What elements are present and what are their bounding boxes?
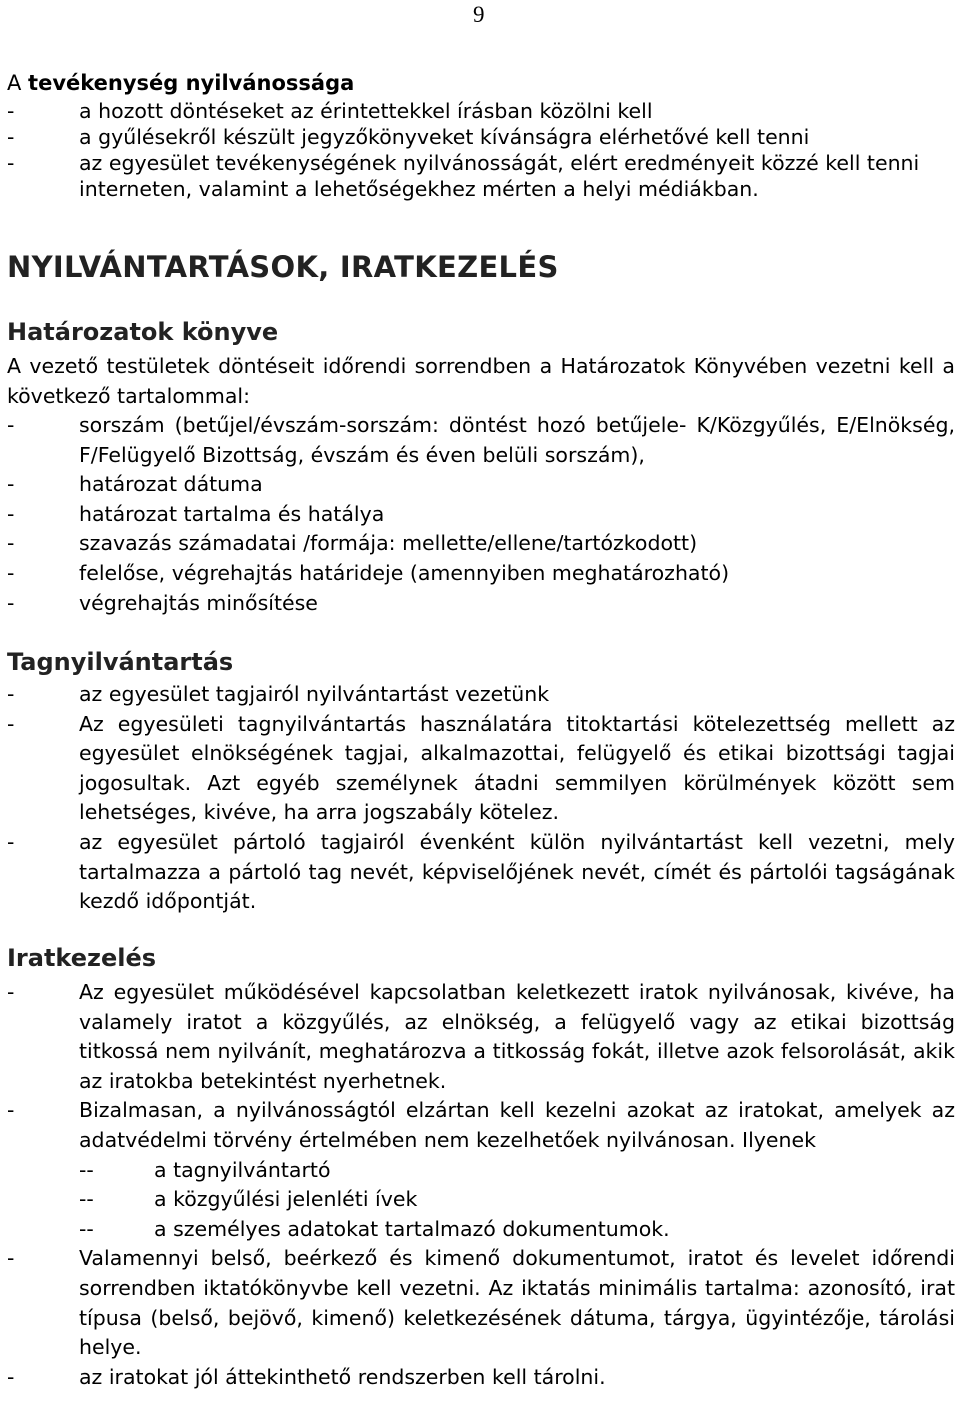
- list-item: [7, 710, 955, 828]
- section-title: NYILVÁNTARTÁSOK, IRATKEZELÉS: [7, 250, 559, 284]
- list-item: [7, 1096, 955, 1244]
- membership-heading: Tagnyilvántartás: [7, 648, 234, 676]
- list-item-text: szavazás számadatai /formája: mellette/ellene/tartózkodott): [79, 531, 698, 556]
- records-list: [7, 978, 955, 1392]
- list-item-text: Az egyesület működésével kapcsolatban keletkezett iratok nyilvánosak, kivéve, ha valamely iratot a közgyűlés, az elnökség, a felügyelő vagy az etikai bizottság titkossá nem nyilvánít, meghatározva a titkosság fokát, illetve azok felsorolását, akik az iratokba betekintést nyerhetnek.: [79, 980, 955, 1093]
- dash-marker: -: [7, 1364, 15, 1389]
- dash-marker: -: [7, 1098, 15, 1123]
- list-item-text: végrehajtás minősítése: [79, 590, 318, 615]
- list-item: [7, 411, 955, 470]
- dash-marker: -: [7, 829, 15, 854]
- list-item: [7, 1244, 955, 1362]
- list-item: [7, 470, 955, 500]
- list-item-text: a hozott döntéseket az érintettekkel írásban közölni kell: [79, 99, 653, 123]
- resolutions-list: [7, 411, 955, 618]
- resolutions-intro: A vezető testületek döntéseit időrendi sorrendben a Határozatok Könyvében vezetni kell a következő tartalommal:: [7, 354, 955, 408]
- sub-list-item: [79, 1156, 955, 1186]
- dash-marker: -: [7, 472, 15, 497]
- records-section: [7, 944, 955, 1392]
- list-item-text: határozat tartalma és hatálya: [79, 501, 385, 526]
- resolutions-heading: Határozatok könyve: [7, 318, 279, 346]
- list-item-text: a gyűlésekről készült jegyzőkönyveket kívánságra elérhetővé kell tenni: [79, 125, 810, 149]
- dash-marker: -: [7, 125, 15, 149]
- list-item: [7, 680, 955, 710]
- list-item-text: az egyesület tagjairól nyilvántartást vezetünk: [79, 682, 550, 706]
- dash-marker: -: [7, 980, 15, 1004]
- membership-section: [7, 648, 955, 917]
- sub-list-item-text: a közgyűlési jelenléti ívek: [154, 1187, 418, 1212]
- list-item: [7, 589, 955, 619]
- page-number: 9: [473, 2, 485, 27]
- list-item: [7, 828, 955, 917]
- sub-list-item: [79, 1215, 955, 1245]
- list-item: [7, 559, 955, 589]
- list-item-text: határozat dátuma: [79, 472, 263, 497]
- list-item: [7, 500, 955, 530]
- dash-marker: -: [7, 151, 15, 175]
- list-item-text: Valamennyi belső, beérkező és kimenő dokumentumot, iratot és levelet időrendi sorrendben iktatókönyvbe kell vezetni. Az iktatás minimális tartalma: azonosító, irat típusa (belső, bejövő, kimenő) keletkezésének dátuma, tárgya, ügyintézője, tárolási helye.: [79, 1246, 955, 1360]
- dash-marker: -: [7, 682, 15, 706]
- sub-list-item-text: a személyes adatokat tartalmazó dokumentumok.: [154, 1216, 670, 1241]
- publicity-list: [7, 98, 955, 202]
- sub-list-item-text: a tagnyilvántartó: [154, 1157, 331, 1182]
- resolutions-section: [7, 318, 955, 618]
- sub-list-item: [79, 1185, 955, 1215]
- publicity-title: [7, 68, 955, 98]
- dash-marker: -: [7, 531, 15, 556]
- list-item-text: sorszám (betűjel/évszám-sorszám: döntést hozó betűjele- K/Közgyűlés, E/Elnökség, F/Felügyelő Bizottság, évszám és éven belüli sorszám),: [79, 413, 955, 467]
- list-item: [7, 978, 955, 1096]
- dash-marker: -: [7, 99, 15, 123]
- dash-marker: -: [7, 1246, 15, 1271]
- confidential-list: [79, 1156, 955, 1245]
- list-item-text: az iratokat jól áttekinthető rendszerben kell tárolni.: [79, 1364, 606, 1389]
- list-item-text: Bizalmasan, a nyilvánosságtól elzártan kell kezelni azokat az iratokat, amelyek az adatvédelmi törvény értelmében nem kezelhetőek nyilvánosan. Ilyenek: [79, 1098, 955, 1152]
- list-item-text: az egyesület pártoló tagjairól évenként külön nyilvántartást kell vezetni, mely tartalmazza a pártoló tag nevét, képviselőjének nevét, címét és pártolói tagságának kezdő időpontját.: [79, 829, 955, 914]
- list-item: [7, 150, 955, 202]
- list-item: [7, 1363, 955, 1393]
- double-dash-marker: --: [79, 1157, 94, 1182]
- list-item-text: Az egyesületi tagnyilvántartás használatára titoktartási kötelezettség mellett az egyesület elnökségének tagjai, alkalmazottai, felügyelő és etikai bizottsági tagjai jogosultak. Azt egyéb személynek átadni semmilyen körülmények között sem lehetséges, kivéve, ha arra jogszabály kötelez.: [79, 711, 955, 825]
- dash-marker: -: [7, 413, 15, 437]
- list-item: [7, 98, 955, 124]
- records-heading: Iratkezelés: [7, 944, 157, 972]
- dash-marker: -: [7, 590, 15, 615]
- list-item-text: felelőse, végrehajtás határideje (amennyiben meghatározható): [79, 560, 730, 585]
- double-dash-marker: --: [79, 1216, 94, 1241]
- list-item-text: az egyesület tevékenységének nyilvánosságát, elért eredményeit közzé kell tenni interneten, valamint a lehetőségekhez mérten a helyi médiákban.: [79, 151, 920, 201]
- membership-list: [7, 680, 955, 917]
- list-item: [7, 529, 955, 559]
- publicity-title-prefix: A: [7, 71, 29, 95]
- list-item: [7, 124, 955, 150]
- dash-marker: -: [7, 501, 15, 526]
- double-dash-marker: --: [79, 1187, 94, 1212]
- dash-marker: -: [7, 560, 15, 585]
- publicity-title-bold: tevékenység nyilvánossága: [28, 71, 355, 95]
- publicity-section: [7, 68, 955, 202]
- dash-marker: -: [7, 711, 15, 736]
